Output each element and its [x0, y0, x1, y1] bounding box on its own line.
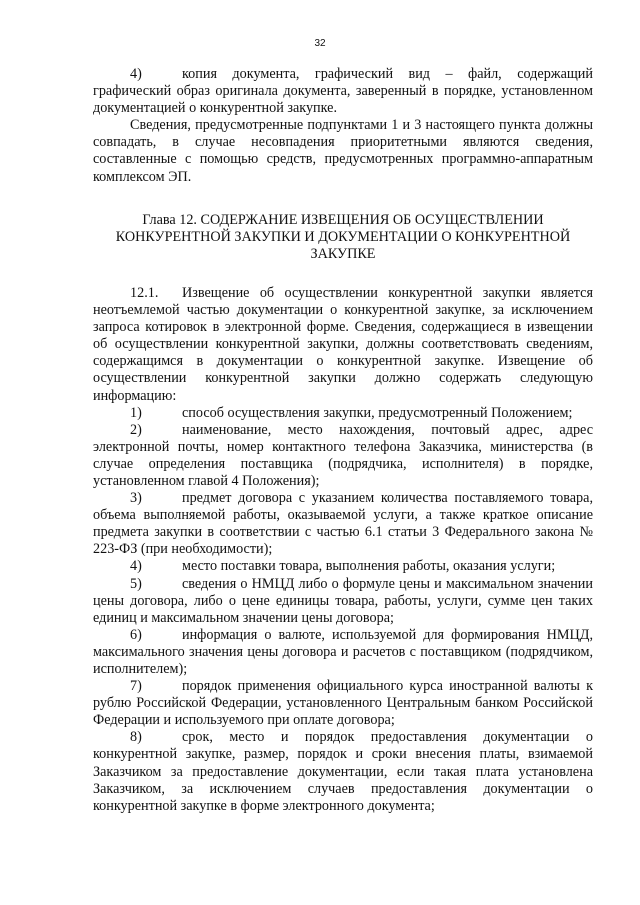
paragraph: Сведения, предусмотренные подпунктами 1 и 3 настоящего пункта должны совпадать, в случае несовпадения приоритетными являются сведения, составленные с помощью средств, предусмотренных программно-аппаратным комплексом ЭП.	[93, 117, 593, 185]
list-item	[93, 678, 593, 729]
list-item	[93, 729, 593, 814]
list-item	[93, 576, 593, 627]
list-item	[93, 422, 593, 490]
list-item	[93, 627, 593, 678]
item-text: место поставки товара, выполнения работы, оказания услуги;	[182, 558, 556, 575]
item-text: информация о валюте, используемой для формирования НМЦД, максимального значения цены договора и расчетов с поставщиком (подрядчиком, исполнителем);	[93, 626, 593, 677]
list-item	[93, 405, 593, 422]
item-text: сведения о НМЦД либо о формуле цены и максимальном значении цены договора, либо о цене единицы товара, работы, услуги, сумме цен таких единиц и максимальном значении цены договора;	[93, 575, 593, 626]
item-number: 4)	[130, 66, 142, 82]
item-number: 6)	[130, 626, 142, 643]
item-text: наименование, место нахождения, почтовый адрес, адрес электронной почты, номер контактного телефона Заказчика, министерства (в случае определения поставщика (подрядчика, исполнителя) в порядке, установленном главой 4 Положения);	[93, 421, 593, 489]
item-text: копия документа, графический вид – файл, содержащий графический образ оригинала документа, заверенный в порядке, установленном документацией о конкурентной закупке.	[93, 66, 593, 117]
page-number: 32	[314, 38, 326, 49]
item-number: 1)	[130, 404, 142, 421]
item-number: 7)	[130, 678, 142, 695]
clause-text: Извещение об осуществлении конкурентной закупки является неотъемлемой частью документации о конкурентной закупке, за исключением запроса котировок в электронной форме. Сведения, содержащиеся в извещении об осуществлении конкурентной закупки, должны соответствовать сведениям, содержащимся в документации о конкурентной закупке. Извещение об осуществлении конкурентной закупки должно содержать следующую информацию:	[93, 284, 593, 404]
item-text: срок, место и порядок предоставления документации о конкурентной закупке, размер, порядок и сроки внесения платы, взимаемой Заказчиком за предоставление документации, если такая плата установлена Заказчиком, за исключением случаев предоставления документации о конкурентной закупке в форме электронного документа;	[93, 729, 593, 814]
item-number: 5)	[130, 575, 142, 592]
item-text: порядок применения официального курса иностранной валюты к рублю Российской Федерации, установленного Центральным банком Российской Федерации и используемого при оплате договора;	[93, 678, 593, 729]
list-item	[93, 66, 593, 117]
clause	[93, 285, 593, 405]
item-number: 3)	[130, 490, 142, 507]
item-number: 2)	[130, 421, 142, 438]
item-text: предмет договора с указанием количества поставляемого товара, объема выполняемой работы, оказываемой услуги, а также краткое описание предмета закупки в соответствии с частью 6.1 статьи 3 Федерального закона № 223-ФЗ (при необходимости);	[93, 490, 593, 558]
list-item	[93, 558, 593, 575]
list-item	[93, 490, 593, 558]
item-number: 8)	[130, 729, 142, 746]
chapter-heading: Глава 12. СОДЕРЖАНИЕ ИЗВЕЩЕНИЯ ОБ ОСУЩЕСТВЛЕНИИ КОНКУРЕНТНОЙ ЗАКУПКИ И ДОКУМЕНТАЦИИ О КОНКУРЕНТНОЙ ЗАКУПКЕ	[115, 211, 571, 262]
clause-number: 12.1.	[130, 284, 159, 301]
document-body	[93, 66, 593, 815]
item-text: способ осуществления закупки, предусмотренный Положением;	[182, 404, 573, 421]
item-number: 4)	[130, 558, 142, 575]
